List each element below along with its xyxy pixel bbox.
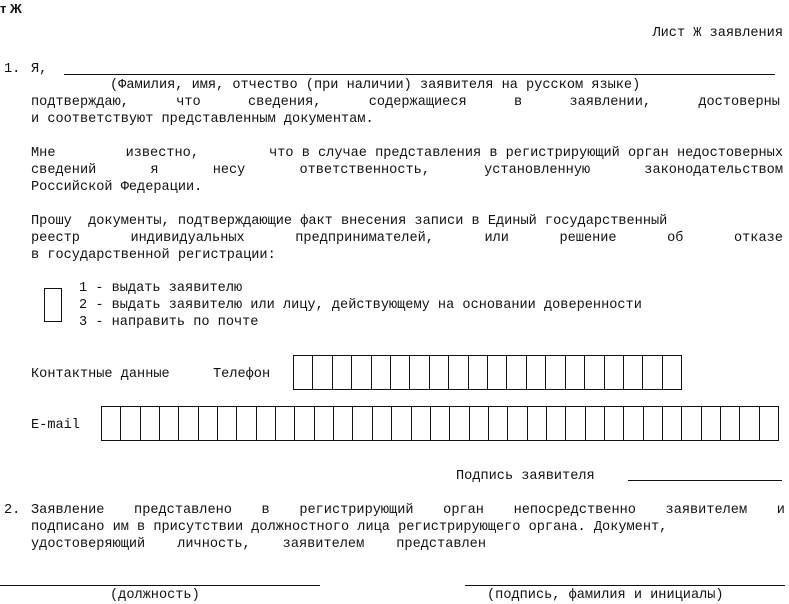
input-cell[interactable] xyxy=(333,356,352,389)
delivery-option-checkbox[interactable] xyxy=(44,288,62,322)
input-cell[interactable] xyxy=(605,356,624,389)
input-cell[interactable] xyxy=(682,407,701,440)
request-line-2: реестр индивидуальных предпринимателей, или решение об отказе xyxy=(31,231,783,246)
sheet-title: Лист Ж заявления xyxy=(652,26,783,41)
aware-line-3: Российской Федерации. xyxy=(31,180,203,195)
applicant-lead: Я, xyxy=(31,62,48,77)
page-corner-label: т Ж xyxy=(0,1,22,16)
input-cell[interactable] xyxy=(470,407,489,440)
input-cell[interactable] xyxy=(586,407,605,440)
input-cell[interactable] xyxy=(527,356,546,389)
input-cell[interactable] xyxy=(528,407,547,440)
email-input-cells[interactable] xyxy=(101,406,779,441)
input-cell[interactable] xyxy=(431,407,450,440)
section-2-number: 2. xyxy=(4,503,21,518)
applicant-name-line[interactable] xyxy=(64,74,775,75)
input-cell[interactable] xyxy=(566,356,585,389)
delivery-option-3: 3 - направить по почте xyxy=(79,315,259,330)
applicant-signature-label: Подпись заявителя xyxy=(456,469,595,484)
input-cell[interactable] xyxy=(508,407,527,440)
input-cell[interactable] xyxy=(410,356,429,389)
section-2-line-3: удостоверяющий личность, заявителем представлен xyxy=(31,537,486,552)
input-cell[interactable] xyxy=(334,407,353,440)
request-line-3: в государственной регистрации: xyxy=(31,248,276,263)
input-cell[interactable] xyxy=(392,407,411,440)
input-cell[interactable] xyxy=(449,356,468,389)
official-signature-caption: (подпись, фамилия и инициалы) xyxy=(487,588,724,603)
email-label: E-mail xyxy=(31,418,80,433)
official-signature-line[interactable] xyxy=(465,585,785,586)
input-cell[interactable] xyxy=(141,407,160,440)
input-cell[interactable] xyxy=(218,407,237,440)
phone-input-cells[interactable] xyxy=(293,355,682,390)
input-cell[interactable] xyxy=(663,407,682,440)
input-cell[interactable] xyxy=(102,407,121,440)
aware-line-2: сведений я несу ответственность, установленную законодательством xyxy=(31,163,783,178)
input-cell[interactable] xyxy=(760,407,778,440)
input-cell[interactable] xyxy=(257,407,276,440)
input-cell[interactable] xyxy=(276,407,295,440)
section-2-line-1: Заявление представлено в регистрирующий орган непосредственно заявителем и xyxy=(31,503,785,518)
input-cell[interactable] xyxy=(353,407,372,440)
delivery-option-1: 1 - выдать заявителю xyxy=(79,281,243,296)
input-cell[interactable] xyxy=(624,356,643,389)
input-cell[interactable] xyxy=(430,356,449,389)
input-cell[interactable] xyxy=(121,407,140,440)
input-cell[interactable] xyxy=(507,356,526,389)
input-cell[interactable] xyxy=(663,356,681,389)
input-cell[interactable] xyxy=(702,407,721,440)
input-cell[interactable] xyxy=(450,407,469,440)
phone-label: Телефон xyxy=(213,367,271,382)
input-cell[interactable] xyxy=(160,407,179,440)
input-cell[interactable] xyxy=(566,407,585,440)
input-cell[interactable] xyxy=(547,407,566,440)
aware-line-1: Мне известно, что в случае представления в регистрирующий орган недостоверных xyxy=(31,146,783,161)
applicant-signature-line[interactable] xyxy=(628,480,782,481)
input-cell[interactable] xyxy=(644,407,663,440)
official-position-line[interactable] xyxy=(0,585,320,586)
input-cell[interactable] xyxy=(294,356,313,389)
input-cell[interactable] xyxy=(643,356,662,389)
input-cell[interactable] xyxy=(295,407,314,440)
input-cell[interactable] xyxy=(352,356,371,389)
official-position-caption: (должность) xyxy=(110,588,200,603)
input-cell[interactable] xyxy=(199,407,218,440)
input-cell[interactable] xyxy=(585,356,604,389)
input-cell[interactable] xyxy=(313,356,332,389)
section-2-line-2: подписано им в присутствии должностного лица регистрирующего органа. Документ, xyxy=(31,520,668,535)
input-cell[interactable] xyxy=(315,407,334,440)
section-1-number: 1. xyxy=(4,62,21,77)
input-cell[interactable] xyxy=(489,407,508,440)
confirm-line-1: подтверждаю, что сведения, содержащиеся в заявлении, достоверны xyxy=(31,95,780,110)
input-cell[interactable] xyxy=(372,356,391,389)
input-cell[interactable] xyxy=(721,407,740,440)
request-line-1: Прошу документы, подтверждающие факт внесения записи в Единый государственный xyxy=(31,214,668,229)
applicant-name-caption: (Фамилия, имя, отчество (при наличии) заявителя на русском языке) xyxy=(110,78,641,93)
input-cell[interactable] xyxy=(740,407,759,440)
input-cell[interactable] xyxy=(179,407,198,440)
input-cell[interactable] xyxy=(605,407,624,440)
input-cell[interactable] xyxy=(237,407,256,440)
delivery-option-2: 2 - выдать заявителю или лицу, действующему на основании доверенности xyxy=(79,298,642,313)
input-cell[interactable] xyxy=(546,356,565,389)
contact-label: Контактные данные xyxy=(31,367,170,382)
input-cell[interactable] xyxy=(488,356,507,389)
input-cell[interactable] xyxy=(391,356,410,389)
input-cell[interactable] xyxy=(469,356,488,389)
input-cell[interactable] xyxy=(624,407,643,440)
input-cell[interactable] xyxy=(412,407,431,440)
confirm-line-2: и соответствуют представленным документам. xyxy=(31,112,374,127)
input-cell[interactable] xyxy=(373,407,392,440)
